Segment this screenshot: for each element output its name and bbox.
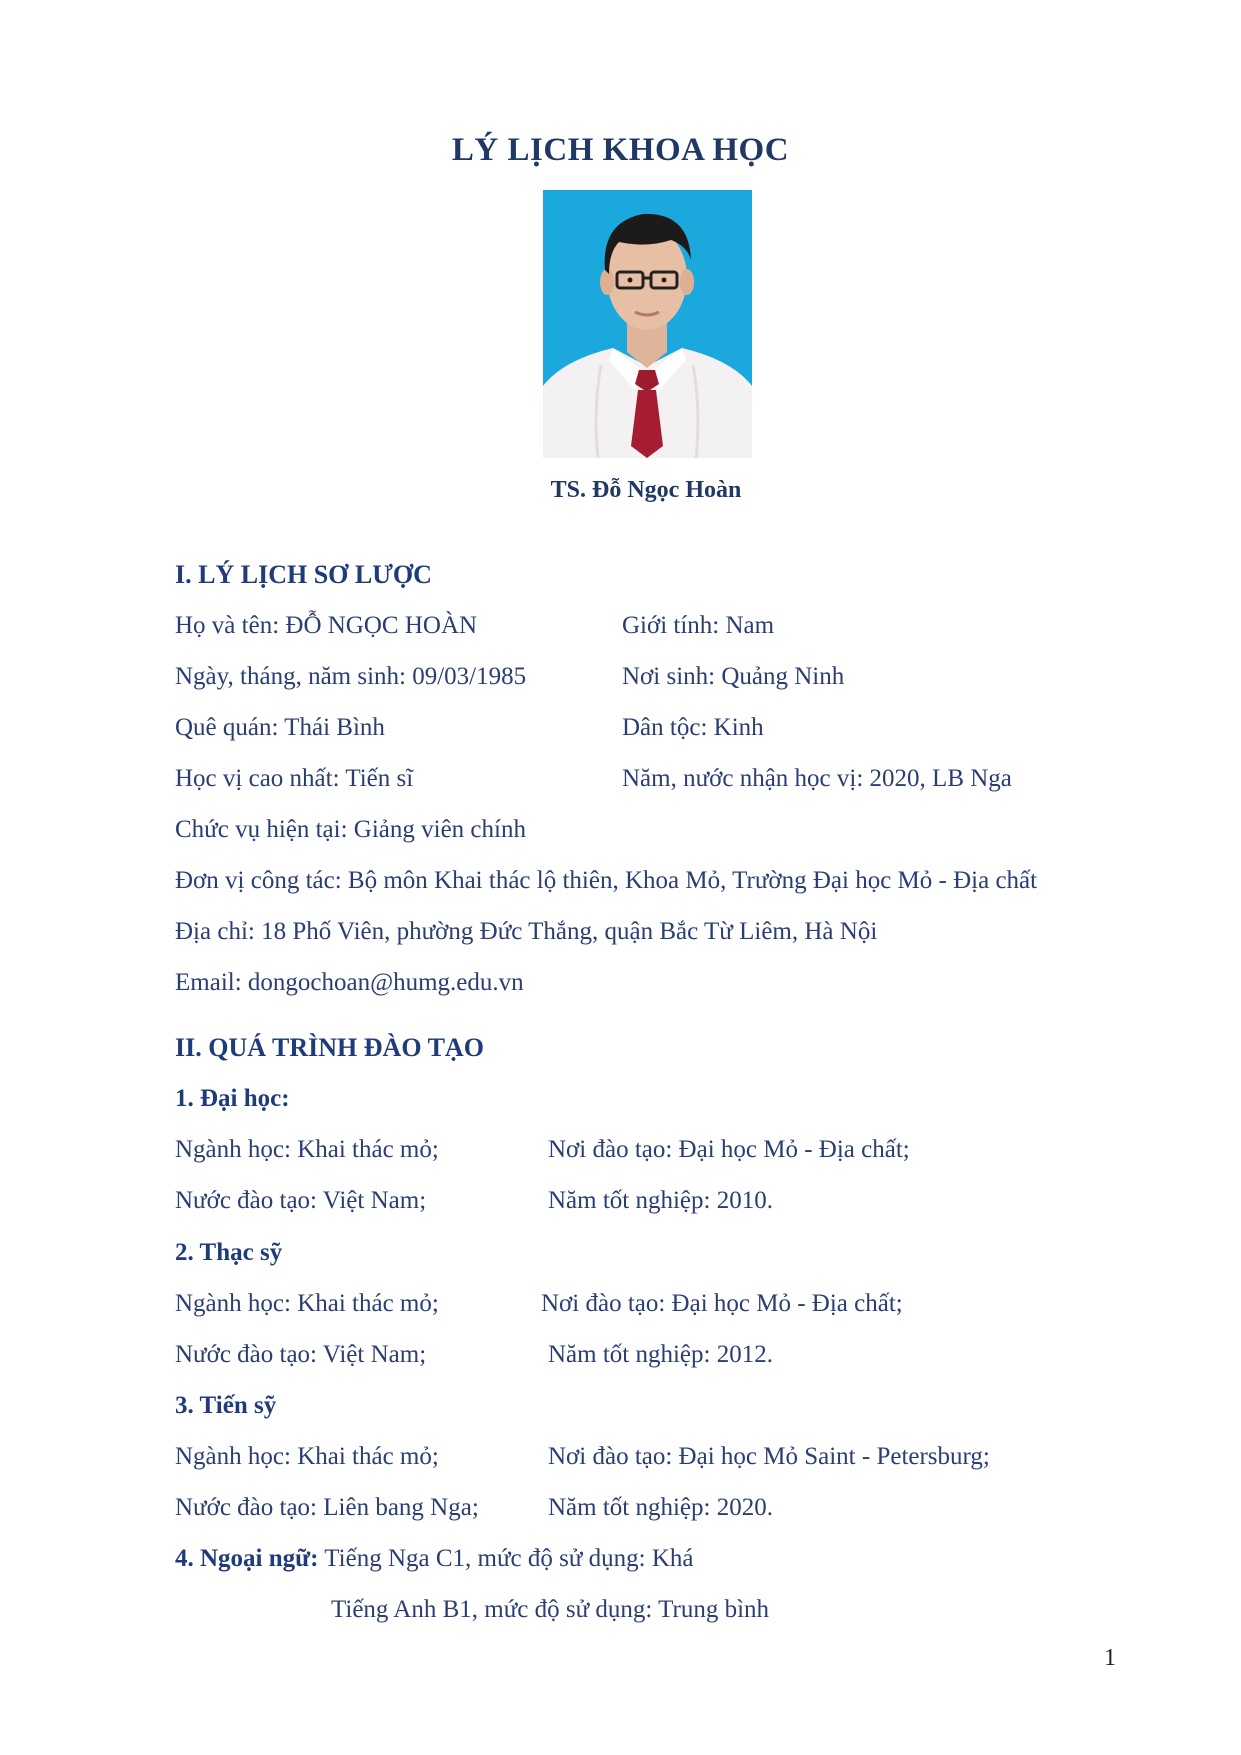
doctor-major: Ngành học: Khai thác mỏ; <box>175 1443 439 1470</box>
university-major: Ngành học: Khai thác mỏ; <box>175 1136 439 1163</box>
master-heading: 2. Thạc sỹ <box>175 1239 283 1266</box>
portrait-photo <box>543 190 752 458</box>
university-heading: 1. Đại học: <box>175 1085 290 1112</box>
master-place: Nơi đào tạo: Đại học Mỏ - Địa chất; <box>541 1290 903 1317</box>
field-workplace: Đơn vị công tác: Bộ môn Khai thác lộ thiên, Khoa Mỏ, Trường Đại học Mỏ - Địa chất <box>175 867 1038 894</box>
doctor-country: Nước đào tạo: Liên bang Nga; <box>175 1494 479 1521</box>
person-caption: TS. Đỗ Ngọc Hoàn <box>550 477 742 503</box>
section1-heading: I. LÝ LỊCH SƠ LƯỢC <box>175 560 432 589</box>
field-highest-degree: Học vị cao nhất: Tiến sĩ <box>175 765 414 792</box>
field-address: Địa chỉ: 18 Phố Viên, phường Đức Thắng, quận Bắc Từ Liêm, Hà Nội <box>175 918 878 945</box>
field-position: Chức vụ hiện tại: Giảng viên chính <box>175 816 526 843</box>
field-date-of-birth: Ngày, tháng, năm sinh: 09/03/1985 <box>175 663 527 690</box>
master-country: Nước đào tạo: Việt Nam; <box>175 1341 427 1368</box>
field-birthplace: Nơi sinh: Quảng Ninh <box>622 663 845 690</box>
field-gender: Giới tính: Nam <box>622 612 775 639</box>
field-degree-year-country: Năm, nước nhận học vị: 2020, LB Nga <box>622 765 1012 792</box>
doctor-place: Nơi đào tạo: Đại học Mỏ Saint - Petersburg; <box>548 1443 990 1470</box>
section2-heading: II. QUÁ TRÌNH ĐÀO TẠO <box>175 1033 484 1062</box>
field-full-name: Họ và tên: ĐỖ NGỌC HOÀN <box>175 612 478 639</box>
university-place: Nơi đào tạo: Đại học Mỏ - Địa chất; <box>548 1136 910 1163</box>
languages-heading: 4. Ngoại ngữ: <box>175 1545 319 1572</box>
university-country: Nước đào tạo: Việt Nam; <box>175 1187 427 1214</box>
university-year: Năm tốt nghiệp: 2010. <box>548 1187 773 1214</box>
doctor-year: Năm tốt nghiệp: 2020. <box>548 1494 773 1521</box>
language-russian: Tiếng Nga C1, mức độ sử dụng: Khá <box>318 1545 694 1572</box>
field-hometown: Quê quán: Thái Bình <box>175 714 385 741</box>
languages-line <box>175 1545 694 1573</box>
doctor-heading: 3. Tiến sỹ <box>175 1392 277 1419</box>
document-title: LÝ LỊCH KHOA HỌC <box>451 132 790 168</box>
language-english: Tiếng Anh B1, mức độ sử dụng: Trung bình <box>331 1596 770 1623</box>
master-year: Năm tốt nghiệp: 2012. <box>548 1341 773 1368</box>
master-major: Ngành học: Khai thác mỏ; <box>175 1290 439 1317</box>
field-email: Email: dongochoan@humg.edu.vn <box>175 969 524 996</box>
page-number: 1 <box>1104 1645 1116 1671</box>
field-ethnicity: Dân tộc: Kinh <box>622 714 764 741</box>
